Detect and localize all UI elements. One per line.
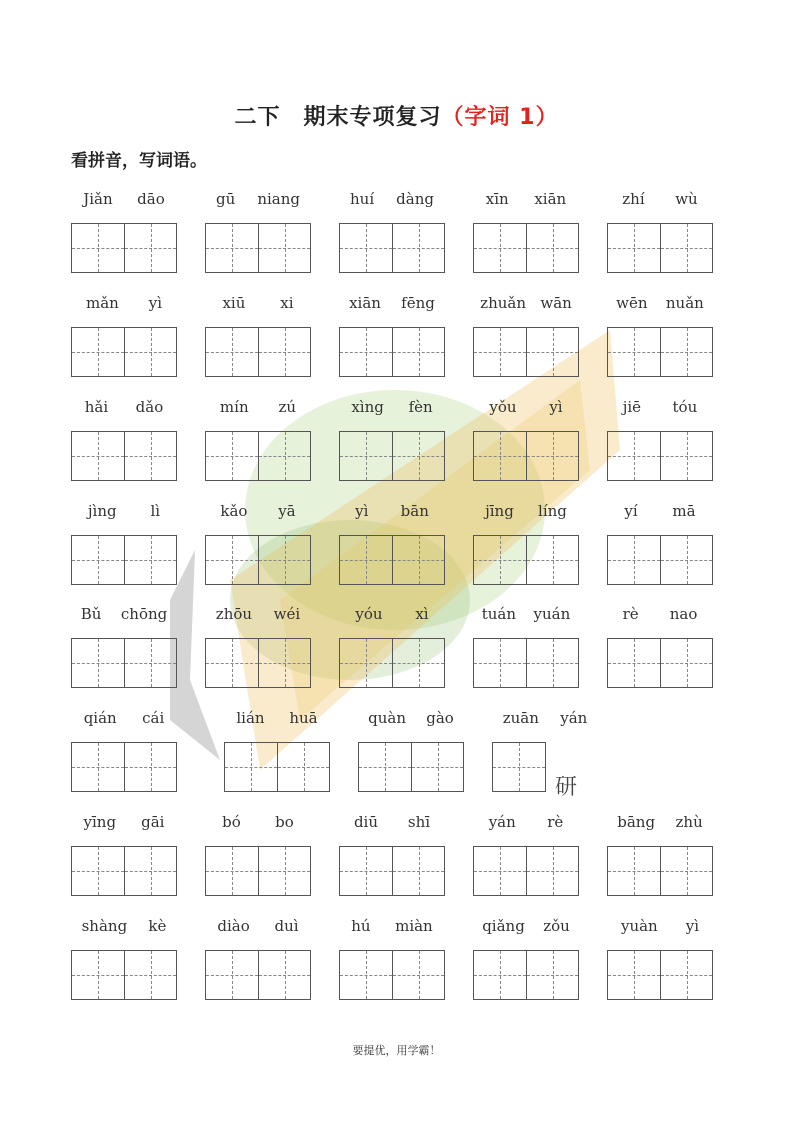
pinyin-label bbox=[71, 917, 177, 935]
writing-boxes bbox=[205, 950, 311, 1000]
tianzi-cell[interactable] bbox=[392, 328, 444, 376]
tianzi-cell[interactable] bbox=[608, 432, 660, 480]
pinyin-label bbox=[205, 502, 311, 520]
instruction: 看拼音，写词语。 bbox=[71, 151, 207, 171]
writing-boxes bbox=[205, 431, 311, 481]
tianzi-cell[interactable] bbox=[206, 847, 258, 895]
tianzi-cell[interactable] bbox=[608, 951, 660, 999]
tianzi-cell[interactable] bbox=[608, 639, 660, 687]
writing-boxes bbox=[205, 638, 311, 688]
pinyin-syllable: shàng bbox=[81, 917, 128, 935]
tianzi-cell[interactable] bbox=[526, 536, 578, 584]
tianzi-cell[interactable] bbox=[474, 432, 526, 480]
tianzi-cell[interactable] bbox=[277, 743, 329, 791]
pinyin-label bbox=[71, 709, 177, 727]
tianzi-cell[interactable] bbox=[124, 536, 176, 584]
tianzi-cell[interactable] bbox=[206, 432, 258, 480]
writing-boxes bbox=[473, 223, 579, 273]
pinyin-syllable: yǒu bbox=[489, 398, 517, 416]
pinyin-label bbox=[205, 294, 311, 312]
writing-boxes bbox=[71, 638, 177, 688]
pinyin-label bbox=[71, 190, 177, 208]
pinyin-syllable: cái bbox=[142, 709, 165, 727]
tianzi-cell[interactable] bbox=[258, 951, 310, 999]
pinyin-syllable: yí bbox=[624, 502, 638, 520]
pinyin-syllable: Bǔ bbox=[80, 605, 102, 623]
footer-slogan: 要提优，用学霸！ bbox=[352, 1044, 441, 1057]
tianzi-cell[interactable] bbox=[660, 951, 712, 999]
pinyin-label bbox=[71, 398, 177, 416]
pinyin-label bbox=[607, 502, 713, 520]
pinyin-syllable: xìng bbox=[351, 398, 384, 416]
pinyin-syllable: quàn bbox=[368, 709, 406, 727]
pinyin-syllable: bān bbox=[400, 502, 429, 520]
tianzi-cell[interactable] bbox=[392, 536, 444, 584]
tianzi-cell[interactable] bbox=[124, 328, 176, 376]
pinyin-label bbox=[339, 813, 445, 831]
writing-boxes bbox=[339, 638, 445, 688]
pinyin-syllable: bāng bbox=[617, 813, 656, 831]
pinyin-syllable: xi bbox=[280, 294, 294, 312]
writing-boxes bbox=[71, 742, 177, 792]
pinyin-syllable: qián bbox=[83, 709, 117, 727]
writing-boxes bbox=[205, 846, 311, 896]
pinyin-syllable: Jiǎn bbox=[83, 190, 113, 208]
pinyin-syllable: dàng bbox=[396, 190, 434, 208]
pinyin-syllable: gào bbox=[426, 709, 454, 727]
tianzi-cell[interactable] bbox=[474, 847, 526, 895]
pinyin-syllable: zhuǎn bbox=[480, 294, 526, 312]
pinyin-label bbox=[473, 190, 579, 208]
pinyin-syllable: dǎo bbox=[135, 398, 164, 416]
writing-boxes bbox=[71, 535, 177, 585]
pinyin-label bbox=[339, 917, 445, 935]
pinyin-syllable: xì bbox=[415, 605, 429, 623]
tianzi-cell[interactable] bbox=[72, 224, 124, 272]
tianzi-cell[interactable] bbox=[206, 536, 258, 584]
pinyin-syllable: yóu bbox=[355, 605, 383, 623]
pinyin-syllable: zhí bbox=[622, 190, 645, 208]
pinyin-label bbox=[473, 502, 579, 520]
pinyin-label bbox=[205, 813, 311, 831]
tianzi-cell[interactable] bbox=[474, 536, 526, 584]
tianzi-cell[interactable] bbox=[124, 224, 176, 272]
tianzi-cell[interactable] bbox=[258, 328, 310, 376]
pinyin-label bbox=[339, 605, 445, 623]
pinyin-label bbox=[607, 917, 713, 935]
tianzi-cell[interactable] bbox=[392, 224, 444, 272]
pinyin-syllable: yuàn bbox=[620, 917, 658, 935]
pinyin-syllable: mǎn bbox=[85, 294, 119, 312]
tianzi-cell[interactable] bbox=[526, 847, 578, 895]
tianzi-cell[interactable] bbox=[660, 639, 712, 687]
pinyin-syllable: yán bbox=[560, 709, 588, 727]
writing-boxes bbox=[339, 223, 445, 273]
tianzi-cell[interactable] bbox=[660, 432, 712, 480]
title-sub: （字词 1） bbox=[441, 105, 559, 130]
pinyin-label bbox=[473, 398, 579, 416]
pinyin-syllable: gū bbox=[216, 190, 236, 208]
writing-boxes bbox=[71, 846, 177, 896]
pinyin-label bbox=[339, 398, 445, 416]
tianzi-cell[interactable] bbox=[526, 224, 578, 272]
pinyin-syllable: duì bbox=[274, 917, 299, 935]
tianzi-cell[interactable] bbox=[72, 951, 124, 999]
tianzi-cell[interactable] bbox=[258, 847, 310, 895]
pinyin-syllable: wēn bbox=[616, 294, 648, 312]
writing-boxes bbox=[205, 327, 311, 377]
pinyin-syllable: diū bbox=[353, 813, 378, 831]
pinyin-label bbox=[473, 605, 579, 623]
writing-boxes bbox=[607, 431, 713, 481]
tianzi-cell[interactable] bbox=[258, 639, 310, 687]
pinyin-syllable: yīng bbox=[83, 813, 117, 831]
tianzi-cell[interactable] bbox=[493, 743, 545, 791]
page-title bbox=[0, 100, 793, 131]
pinyin-syllable: huí bbox=[350, 190, 375, 208]
tianzi-cell[interactable] bbox=[526, 951, 578, 999]
tianzi-cell[interactable] bbox=[225, 743, 277, 791]
pinyin-syllable: rè bbox=[547, 813, 564, 831]
writing-boxes bbox=[71, 327, 177, 377]
pinyin-syllable: rè bbox=[622, 605, 639, 623]
pinyin-syllable: xīn bbox=[485, 190, 509, 208]
tianzi-cell[interactable] bbox=[72, 743, 124, 791]
pinyin-label bbox=[339, 502, 445, 520]
pinyin-syllable: wéi bbox=[273, 605, 301, 623]
tianzi-cell[interactable] bbox=[258, 536, 310, 584]
pinyin-label bbox=[607, 398, 713, 416]
tianzi-cell[interactable] bbox=[340, 951, 392, 999]
pinyin-syllable: nuǎn bbox=[665, 294, 704, 312]
pinyin-syllable: zú bbox=[278, 398, 297, 416]
pinyin-label bbox=[607, 190, 713, 208]
writing-boxes bbox=[205, 535, 311, 585]
pinyin-syllable: jīng bbox=[485, 502, 514, 520]
tianzi-cell[interactable] bbox=[124, 951, 176, 999]
writing-boxes bbox=[473, 638, 579, 688]
tianzi-cell[interactable] bbox=[411, 743, 463, 791]
pinyin-syllable: yì bbox=[148, 294, 163, 312]
writing-boxes bbox=[339, 431, 445, 481]
pinyin-syllable: fēng bbox=[401, 294, 435, 312]
tianzi-cell[interactable] bbox=[72, 328, 124, 376]
writing-boxes bbox=[607, 223, 713, 273]
pinyin-label bbox=[71, 502, 177, 520]
tianzi-cell[interactable] bbox=[206, 328, 258, 376]
pinyin-syllable: yì bbox=[355, 502, 369, 520]
pinyin-label bbox=[607, 294, 713, 312]
pinyin-label bbox=[205, 190, 311, 208]
pinyin-label bbox=[358, 709, 464, 727]
tianzi-cell[interactable] bbox=[392, 432, 444, 480]
pinyin-syllable: hú bbox=[351, 917, 371, 935]
pinyin-syllable: zhù bbox=[675, 813, 703, 831]
tianzi-cell[interactable] bbox=[124, 743, 176, 791]
pinyin-syllable: mín bbox=[219, 398, 249, 416]
writing-boxes bbox=[71, 950, 177, 1000]
pinyin-syllable: miàn bbox=[395, 917, 433, 935]
writing-boxes bbox=[473, 846, 579, 896]
tianzi-cell[interactable] bbox=[72, 432, 124, 480]
pinyin-syllable: kè bbox=[148, 917, 167, 935]
writing-boxes bbox=[473, 950, 579, 1000]
tianzi-cell[interactable] bbox=[258, 224, 310, 272]
writing-boxes bbox=[607, 638, 713, 688]
tianzi-cell[interactable] bbox=[206, 951, 258, 999]
tianzi-cell[interactable] bbox=[392, 847, 444, 895]
pinyin-syllable: fèn bbox=[408, 398, 433, 416]
writing-boxes bbox=[607, 950, 713, 1000]
pinyin-label bbox=[607, 813, 713, 831]
tianzi-cell[interactable] bbox=[660, 224, 712, 272]
tianzi-cell[interactable] bbox=[340, 639, 392, 687]
pinyin-syllable: jìng bbox=[87, 502, 117, 520]
tianzi-cell[interactable] bbox=[359, 743, 411, 791]
tianzi-cell[interactable] bbox=[660, 536, 712, 584]
pinyin-syllable: yā bbox=[278, 502, 296, 520]
pinyin-syllable: xiān bbox=[349, 294, 381, 312]
writing-boxes bbox=[473, 431, 579, 481]
pinyin-label bbox=[339, 190, 445, 208]
pinyin-label bbox=[492, 709, 598, 727]
tianzi-cell[interactable] bbox=[526, 328, 578, 376]
tianzi-cell[interactable] bbox=[340, 432, 392, 480]
pinyin-label bbox=[473, 917, 579, 935]
pinyin-syllable: huā bbox=[289, 709, 318, 727]
pinyin-syllable: zuān bbox=[502, 709, 539, 727]
pinyin-syllable: shī bbox=[407, 813, 431, 831]
pinyin-syllable: yì bbox=[685, 917, 699, 935]
pinyin-syllable: líng bbox=[538, 502, 567, 520]
pinyin-label bbox=[71, 294, 177, 312]
pinyin-syllable: xiān bbox=[534, 190, 567, 208]
tianzi-cell[interactable] bbox=[660, 328, 712, 376]
tianzi-cell[interactable] bbox=[124, 432, 176, 480]
tianzi-cell[interactable] bbox=[608, 536, 660, 584]
tianzi-cell[interactable] bbox=[340, 224, 392, 272]
pinyin-syllable: jiē bbox=[622, 398, 642, 416]
writing-boxes bbox=[224, 742, 330, 792]
pinyin-label bbox=[205, 605, 311, 623]
tianzi-cell[interactable] bbox=[206, 639, 258, 687]
tianzi-cell[interactable] bbox=[660, 847, 712, 895]
writing-boxes bbox=[339, 846, 445, 896]
pinyin-syllable: hǎi bbox=[84, 398, 109, 416]
tianzi-cell[interactable] bbox=[474, 224, 526, 272]
pinyin-syllable: mā bbox=[672, 502, 696, 520]
writing-boxes bbox=[339, 327, 445, 377]
pinyin-label bbox=[473, 813, 579, 831]
tianzi-cell[interactable] bbox=[340, 847, 392, 895]
pinyin-syllable: wù bbox=[675, 190, 698, 208]
tianzi-cell[interactable] bbox=[474, 639, 526, 687]
writing-boxes bbox=[71, 223, 177, 273]
writing-boxes bbox=[607, 535, 713, 585]
tianzi-cell[interactable] bbox=[124, 639, 176, 687]
tianzi-cell[interactable] bbox=[526, 432, 578, 480]
writing-boxes bbox=[71, 431, 177, 481]
writing-boxes bbox=[607, 327, 713, 377]
pinyin-label bbox=[205, 398, 311, 416]
pinyin-syllable: gāi bbox=[141, 813, 165, 831]
tianzi-cell[interactable] bbox=[206, 224, 258, 272]
pinyin-syllable: kǎo bbox=[220, 502, 248, 520]
pinyin-syllable: bo bbox=[275, 813, 294, 831]
pinyin-label bbox=[71, 813, 177, 831]
writing-boxes bbox=[473, 327, 579, 377]
title-main: 二下 期末专项复习 bbox=[234, 105, 442, 130]
pinyin-syllable: dāo bbox=[137, 190, 165, 208]
pinyin-label bbox=[473, 294, 579, 312]
pinyin-syllable: bó bbox=[222, 813, 241, 831]
pinyin-label bbox=[339, 294, 445, 312]
pinyin-syllable: yán bbox=[488, 813, 516, 831]
tianzi-cell[interactable] bbox=[340, 536, 392, 584]
tianzi-cell[interactable] bbox=[72, 847, 124, 895]
tianzi-cell[interactable] bbox=[608, 224, 660, 272]
writing-boxes bbox=[339, 950, 445, 1000]
pinyin-syllable: yuán bbox=[533, 605, 571, 623]
pinyin-syllable: zhōu bbox=[215, 605, 253, 623]
writing-boxes bbox=[473, 535, 579, 585]
pinyin-label bbox=[224, 709, 330, 727]
tianzi-cell[interactable] bbox=[340, 328, 392, 376]
pinyin-syllable: tuán bbox=[481, 605, 517, 623]
pinyin-syllable: chōng bbox=[120, 605, 168, 623]
tianzi-cell[interactable] bbox=[258, 432, 310, 480]
writing-boxes bbox=[492, 742, 546, 792]
writing-boxes bbox=[205, 223, 311, 273]
writing-boxes bbox=[607, 846, 713, 896]
pinyin-syllable: zǒu bbox=[543, 917, 570, 935]
tianzi-cell[interactable] bbox=[72, 639, 124, 687]
writing-boxes bbox=[339, 535, 445, 585]
pinyin-syllable: nao bbox=[669, 605, 698, 623]
pinyin-syllable: lì bbox=[150, 502, 161, 520]
tianzi-cell[interactable] bbox=[474, 951, 526, 999]
pinyin-label bbox=[205, 917, 311, 935]
pinyin-syllable: qiǎng bbox=[482, 917, 525, 935]
pinyin-syllable: wān bbox=[540, 294, 572, 312]
pinyin-syllable: diào bbox=[217, 917, 250, 935]
pinyin-syllable: xiū bbox=[222, 294, 246, 312]
tianzi-cell[interactable] bbox=[124, 847, 176, 895]
tianzi-cell[interactable] bbox=[392, 951, 444, 999]
pinyin-syllable: lián bbox=[236, 709, 265, 727]
tianzi-cell[interactable] bbox=[474, 328, 526, 376]
tianzi-cell[interactable] bbox=[608, 847, 660, 895]
pinyin-syllable: niang bbox=[257, 190, 300, 208]
extra-character: 研 bbox=[555, 775, 578, 800]
pinyin-syllable: yì bbox=[549, 398, 563, 416]
pinyin-label bbox=[607, 605, 713, 623]
tianzi-cell[interactable] bbox=[526, 639, 578, 687]
tianzi-cell[interactable] bbox=[608, 328, 660, 376]
pinyin-syllable: tóu bbox=[672, 398, 698, 416]
tianzi-cell[interactable] bbox=[72, 536, 124, 584]
writing-boxes bbox=[358, 742, 464, 792]
pinyin-label bbox=[71, 605, 177, 623]
tianzi-cell[interactable] bbox=[392, 639, 444, 687]
